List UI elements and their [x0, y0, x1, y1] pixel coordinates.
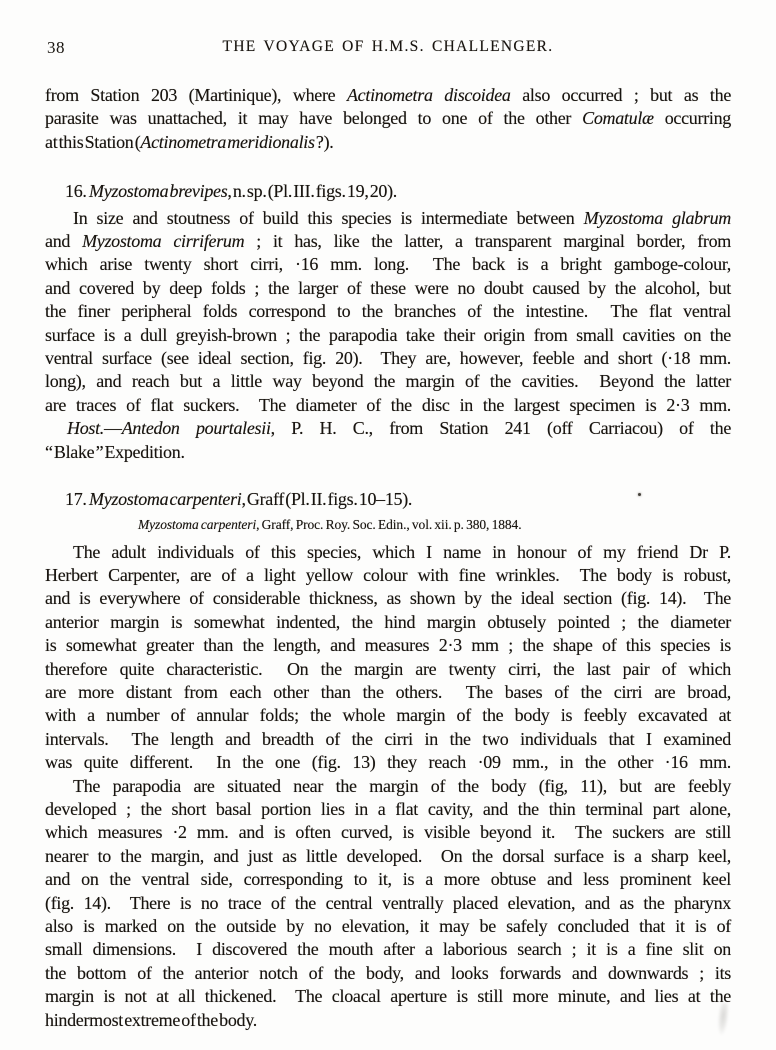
running-title: THE VOYAGE OF H.M.S. CHALLENGER.	[222, 38, 554, 55]
text-line: intervals. The length and breadth of the cirri in the two individuals that I examined	[45, 728, 731, 749]
text-line: are traces of flat suckers. The diameter of the disc in the largest specimen is 2·3 mm.	[45, 394, 731, 415]
section-16-paragraph	[45, 207, 731, 418]
text-line: anterior margin is somewhat indented, the hind margin obtusely pointed ; the diameter	[45, 611, 731, 632]
section-17-heading	[45, 488, 731, 511]
text-line: “ Blake ” Expedition.	[45, 441, 185, 462]
text-line: are more distant from each other than the others. The bases of the cirri are broad,	[45, 681, 731, 702]
text-line: surface is a dull greyish-brown ; the parapodia take their origin from small cavities on the	[45, 324, 731, 345]
text-block	[45, 84, 731, 1032]
text-line: also is marked on the outside by no elevation, it may be safely concluded that it is of	[45, 916, 731, 936]
text-line: is somewhat greater than the length, and measures 2·3 mm ; the shape of this species is	[45, 635, 731, 656]
text-line: therefore quite characteristic. On the margin are twenty cirri, the last pair of which	[45, 658, 731, 679]
page-header	[0, 38, 776, 60]
text-line: which measures ·2 mm. and is often curved, is visible beyond it. The suckers are still	[45, 822, 731, 843]
text-line: (fig. 14). There is no trace of the central ventrally placed elevation, and as the pharynx	[45, 892, 731, 913]
text-line: developed ; the short basal portion lies in a flat cavity, and the thin terminal part alone,	[45, 798, 731, 819]
text-line: ventral surface (see ideal section, fig. 20). They are, however, feeble and short (·18 mm.	[45, 348, 731, 369]
text-line: was quite different. In the one (fig. 13) they reach ·09 mm., in the other ·16 mm.	[45, 752, 731, 773]
text-line: and covered by deep folds ; the larger of these were no doubt caused by the alcohol, but	[45, 277, 731, 298]
text-line: and is everywhere of considerable thickness, as shown by the ideal section (fig. 14). The	[45, 588, 731, 609]
text-line: long), and reach but a little way beyond the margin of the cavities. Beyond the latter	[45, 371, 731, 392]
text-line: the bottom of the anterior notch of the body, and looks forwards and downwards ; its	[45, 962, 731, 983]
text-line: Host.—Antedon pourtalesii, P. H. C., from Station 241 (off Carriacou) of the	[67, 418, 732, 439]
text-line: and Myzostoma cirriferum ; it has, like the latter, a transparent marginal border, from	[45, 231, 731, 252]
section-16-host-note	[45, 417, 731, 464]
section-17-paragraph-1	[45, 541, 731, 775]
page-number: 38	[47, 38, 65, 57]
text-line: at this Station (Actinometra meridionalis ?).	[45, 131, 334, 152]
text-line: margin is not at all thickened. The cloacal aperture is still more minute, and lies at the	[45, 986, 731, 1007]
text-line: the finer peripheral folds correspond to the branches of the intestine. The flat ventral	[45, 301, 731, 322]
text-line: nearer to the margin, and just as little developed. On the dorsal surface is a sharp keel,	[45, 845, 731, 866]
text-line: Herbert Carpenter, are of a light yellow colour with fine wrinkles. The body is robust,	[45, 564, 731, 585]
text-line: with a number of annular folds; the whole margin of the body is feebly excavated at	[45, 705, 731, 726]
text-line: The parapodia are situated near the margin of the body (fig, 11), but are feebly	[73, 775, 731, 796]
section-17-synonymy-citation	[138, 515, 731, 535]
text-line: Myzostoma carpenteri, Graff, Proc. Roy. Soc. Edin., vol. xii. p. 380, 1884.	[138, 516, 522, 532]
text-line: 17. Myzostoma carpenteri, Graff (Pl. II. figs. 10–15).	[65, 489, 413, 510]
text-line: parasite was unattached, it may have belonged to one of the other Comatulæ occurring	[45, 108, 732, 129]
text-line: 16. Myzostoma brevipes, n. sp. (Pl. III. figs. 19, 20).	[65, 181, 398, 202]
section-17-paragraph-2	[45, 775, 731, 1032]
text-line: The adult individuals of this species, which I name in honour of my friend Dr P.	[73, 541, 731, 562]
text-line: small dimensions. I discovered the mouth after a laborious search ; it is a fine slit on	[45, 939, 731, 960]
text-line: and on the ventral side, corresponding to it, is a more obtuse and less prominent keel	[45, 869, 731, 890]
text-line: hindermost extreme of the body.	[45, 1009, 257, 1030]
text-line: from Station 203 (Martinique), where Actinometra discoidea also occurred ; but as the	[45, 85, 732, 105]
text-line: which arise twenty short cirri, ·16 mm. long. The back is a bright gamboge-colour,	[45, 254, 731, 275]
text-line: In size and stoutness of build this species is intermediate between Myzostoma glabrum	[73, 207, 731, 228]
ink-speck	[638, 493, 641, 496]
section-16-heading	[45, 180, 731, 203]
paragraph-continuation	[45, 84, 731, 154]
